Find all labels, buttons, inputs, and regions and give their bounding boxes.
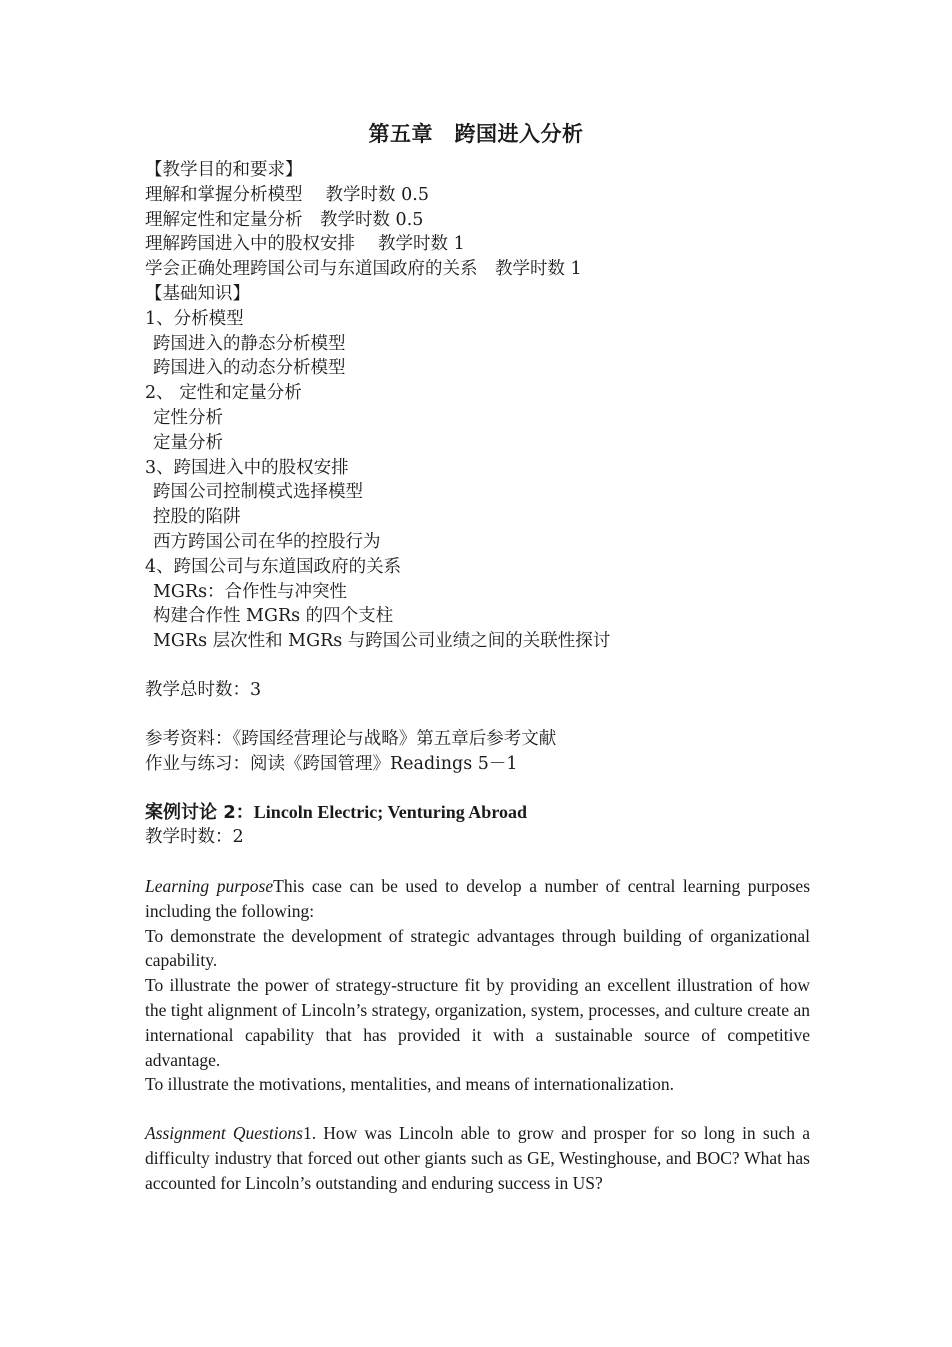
learning-purpose-paragraph: [145, 874, 810, 924]
spacer: [145, 850, 810, 874]
basics-section-item: 跨国公司控制模式选择模型: [153, 482, 363, 503]
spacer: [145, 776, 810, 800]
objective-item: 理解定性和定量分析 教学时数 0.5: [145, 209, 424, 230]
basics-section-item: 定量分析: [153, 432, 223, 453]
basics-section-item: 构建合作性 MGRs 的四个支柱: [153, 606, 394, 627]
basics-section-item: 跨国进入的静态分析模型: [153, 333, 346, 354]
learning-purpose-intro: This case can be used to develop a number of central learning purposes including the following:: [145, 875, 811, 921]
chapter-title: 第五章 跨国进入分析: [368, 122, 584, 146]
assignment-paragraph: [145, 1121, 810, 1195]
basics-section-label: 3、跨国进入中的股权安排: [145, 457, 349, 478]
basics-section-label: 1、分析模型: [145, 308, 244, 329]
basics-section-item: MGRs：合作性与冲突性: [153, 581, 348, 602]
document-body: [145, 158, 810, 1195]
homework: 作业与练习：阅读《跨国管理》Readings 5－1: [145, 753, 518, 774]
basics-section-label: 2、 定性和定量分析: [145, 383, 302, 404]
case-title-cn: 案例讨论 2：: [145, 802, 254, 824]
assignment-text: 1. How was Lincoln able to grow and prosper for so long in such a difficulty industry that forced out other giants such as GE, Westinghouse, and BOC? What has accounted for Lincoln’s outstanding and enduring success in US?: [145, 1123, 810, 1193]
assignment-label: Assignment Questions: [145, 1123, 303, 1144]
basics-heading: 【基础知识】: [145, 283, 250, 304]
references: 参考资料：《跨国经营理论与战略》第五章后参考文献: [145, 728, 557, 749]
case-hours: 教学时数：2: [145, 827, 244, 848]
learning-purpose-point: To illustrate the motivations, mentalities, and means of internationalization.: [145, 1074, 674, 1095]
objective-item: 理解和掌握分析模型 教学时数 0.5: [145, 184, 429, 205]
basics-section-item: 西方跨国公司在华的控股行为: [153, 531, 381, 552]
basics-section-item: MGRs 层次性和 MGRs 与跨国公司业绩之间的关联性探讨: [153, 631, 611, 652]
learning-purpose-label: Learning purpose: [145, 875, 274, 896]
learning-purpose-point: To demonstrate the development of strategic advantages through building of organizational capability.: [145, 925, 810, 971]
spacer: [145, 654, 810, 678]
basics-section-item: 跨国进入的动态分析模型: [153, 358, 346, 379]
spacer: [145, 703, 810, 727]
objectives-heading: 【教学目的和要求】: [145, 160, 303, 180]
spacer: [145, 1097, 810, 1121]
total-hours: 教学总时数：3: [145, 679, 262, 700]
objective-item: 理解跨国进入中的股权安排 教学时数 1: [145, 234, 465, 255]
learning-purpose-point: To illustrate the power of strategy-structure fit by providing an excellent illustration of how the tight alignment of Lincoln’s strategy, organization, system, processes, and culture create an international capability that has provided it with a sustainable source of competitive advantage.: [145, 975, 810, 1070]
basics-section-label: 4、跨国公司与东道国政府的关系: [145, 556, 402, 577]
basics-section-item: 控股的陷阱: [153, 507, 241, 528]
basics-section-item: 定性分析: [153, 407, 223, 428]
case-title-en: Lincoln Electric; Venturing Abroad: [253, 802, 527, 823]
case-title: [145, 800, 810, 825]
objective-item: 学会正确处理跨国公司与东道国政府的关系 教学时数 1: [145, 259, 582, 280]
